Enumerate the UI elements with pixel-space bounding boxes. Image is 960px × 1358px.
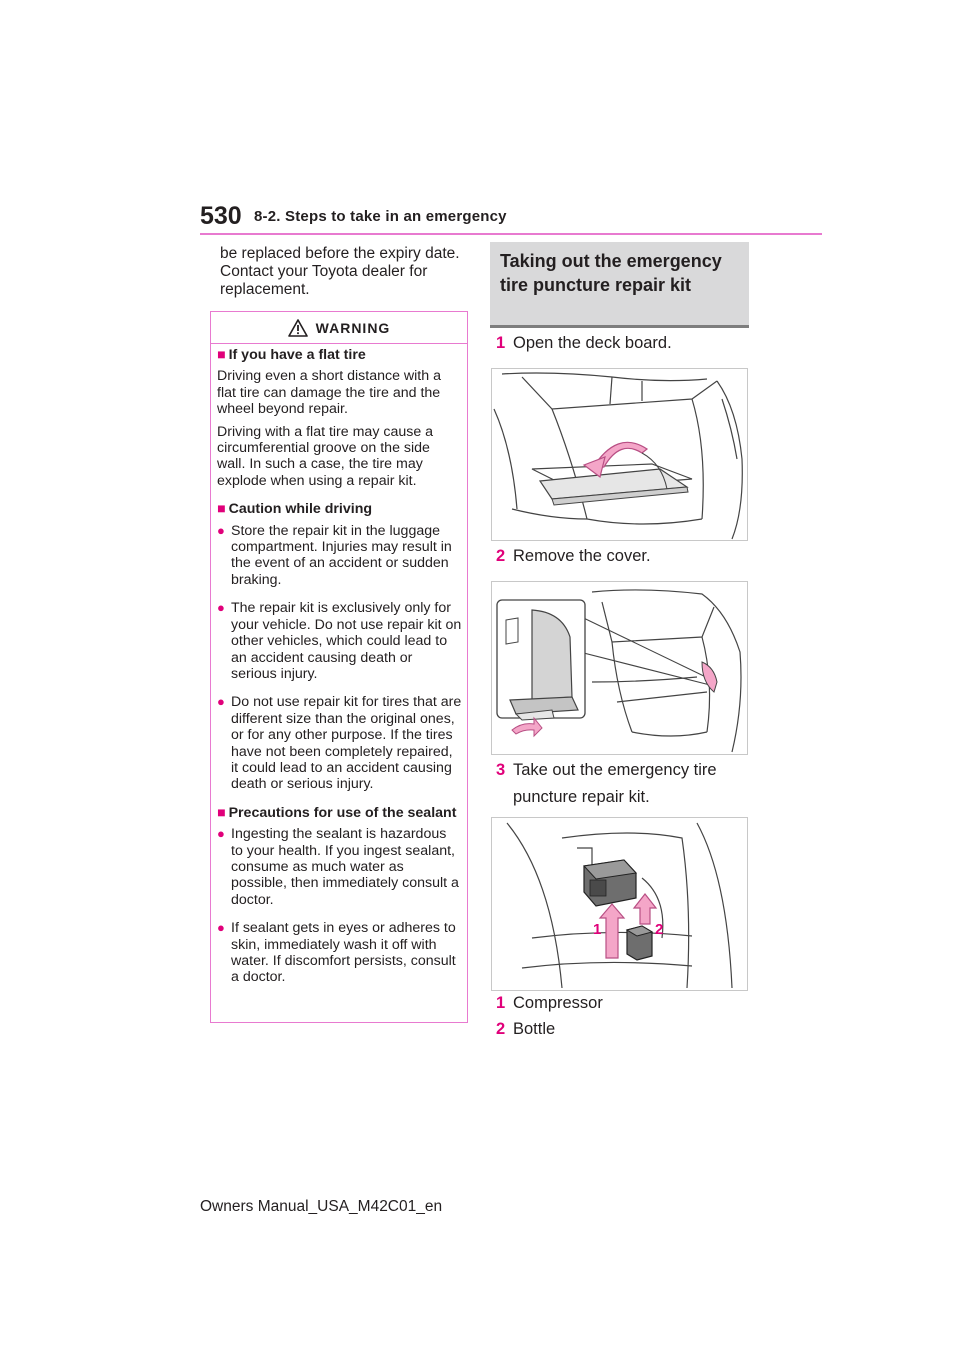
square-bullet-icon: ■: [217, 501, 226, 518]
legend-item-compressor: [496, 990, 756, 1017]
section-title: Taking out the emergency tire puncture repair kit: [500, 251, 722, 295]
section-heading: 8-2. Steps to take in an emergency: [254, 208, 507, 225]
header-divider: [200, 233, 822, 235]
compressor-marker: 1: [593, 921, 602, 938]
circle-bullet-icon: ●: [217, 600, 225, 616]
step-2: [496, 543, 756, 570]
step-text: Take out the emergency tire puncture repair kit.: [513, 761, 717, 806]
list-item: ● Store the repair kit in the luggage compartment. Injuries may result in the event of an accident or sudden braking.: [217, 522, 452, 588]
figure-deck-board: [491, 368, 748, 541]
legend-item-bottle: [496, 1016, 756, 1043]
flat-tire-paragraph-1: Driving even a short distance with a flat tire can damage the tire and the wheel beyond repair.: [217, 368, 441, 418]
bottle-marker: 2: [655, 921, 664, 938]
list-item: ● Ingesting the sealant is hazardous to your health. If you ingest sealant, consume as much water as possible, then immediately consult a doctor.: [217, 826, 459, 908]
step-text: Open the deck board.: [513, 334, 672, 352]
warning-box: [210, 311, 468, 1023]
step-number: 2: [496, 547, 506, 565]
square-bullet-icon: ■: [217, 804, 226, 821]
figure-take-out-kit: [491, 817, 748, 991]
legend-text: Bottle: [513, 1020, 556, 1038]
warning-body: [211, 344, 467, 986]
legend-text: Compressor: [513, 994, 603, 1012]
legend-number: 1: [496, 994, 506, 1012]
section-title-box: [490, 242, 749, 328]
flat-tire-paragraph-2: Driving with a flat tire may cause a circumferential groove on the side wall. In such a case, the tire may explode when using a repair kit.: [217, 423, 434, 489]
step-1: [496, 330, 756, 357]
legend-number: 2: [496, 1020, 506, 1038]
flat-tire-heading: ■ If you have a flat tire: [217, 347, 366, 363]
warning-label: WARNING: [315, 319, 391, 336]
circle-bullet-icon: ●: [217, 694, 225, 710]
circle-bullet-icon: ●: [217, 826, 225, 842]
footer-text: Owners Manual_USA_M42C01_en: [200, 1198, 443, 1215]
step-number: 1: [496, 334, 506, 352]
circle-bullet-icon: ●: [217, 522, 225, 538]
warning-header: [211, 312, 467, 344]
page-number: 530: [200, 202, 242, 230]
list-item: ● If sealant gets in eyes or adheres to skin, immediately wash it off with water. If discomfort persists, consult a doctor.: [217, 920, 456, 986]
sealant-heading: ■ Precautions for use of the sealant: [217, 804, 457, 821]
warning-triangle-icon: [288, 319, 308, 337]
list-item: ● Do not use repair kit for tires that are different size than the original ones, or for any other purpose. If the tires have not been completely repaired, it could lead to an accident causing death or serious injury.: [217, 694, 462, 793]
figure-remove-cover: [491, 581, 748, 755]
circle-bullet-icon: ●: [217, 920, 225, 936]
step-text: Remove the cover.: [513, 547, 651, 565]
step-number: 3: [496, 761, 506, 779]
step-3: [496, 757, 756, 811]
intro-text: be replaced before the expiry date. Contact your Toyota dealer for replacement.: [220, 245, 460, 298]
list-item: ● The repair kit is exclusively only for your vehicle. Do not use repair kit on other vehicles, which could lead to an accident causing death or serious injury.: [217, 600, 462, 682]
square-bullet-icon: ■: [217, 347, 226, 363]
caution-heading: ■ Caution while driving: [217, 501, 373, 518]
